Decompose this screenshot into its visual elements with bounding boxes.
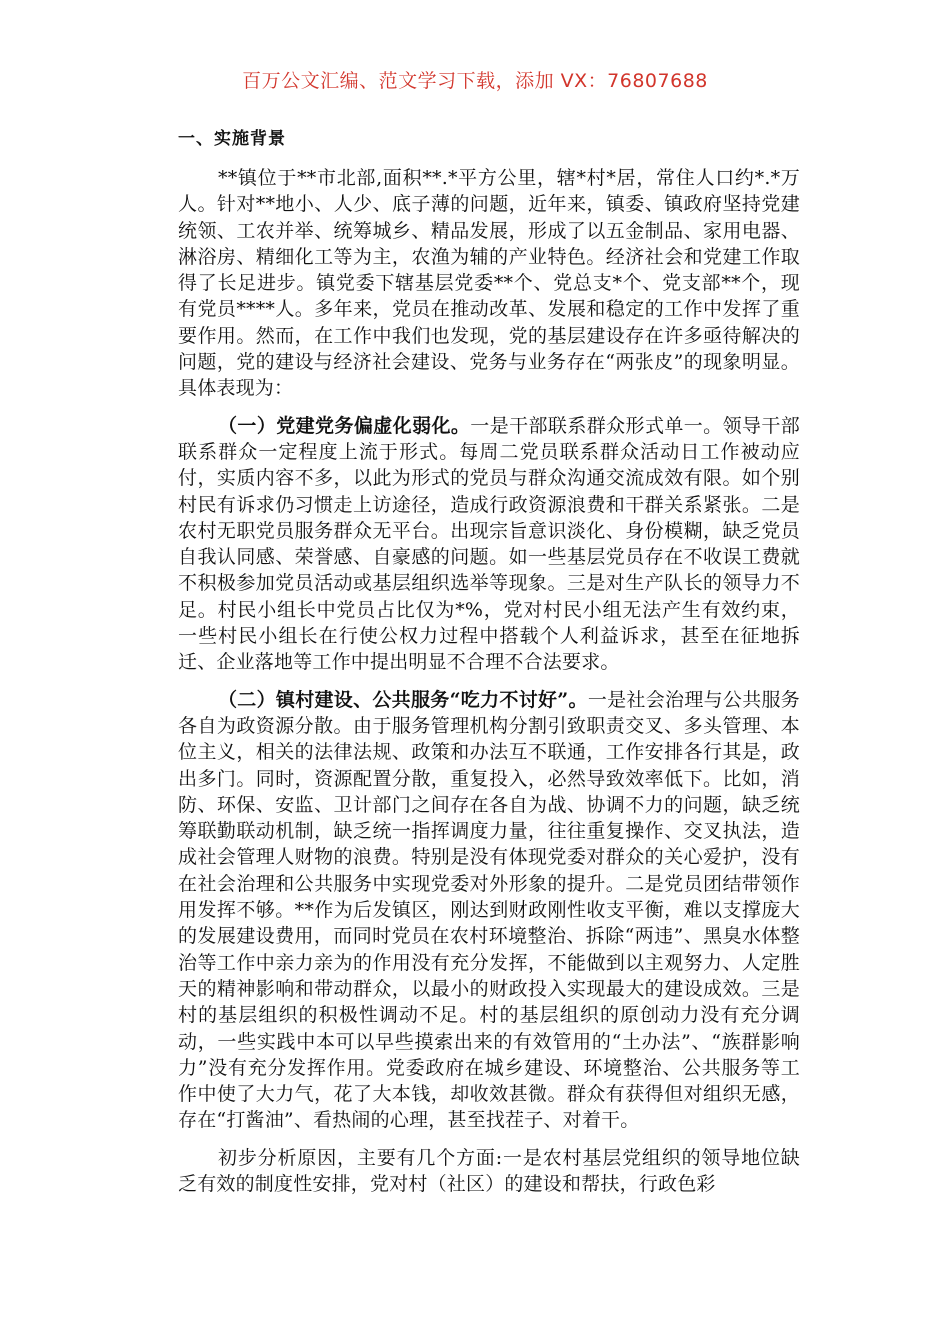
paragraph-heading: （二）镇村建设、公共服务“吃力不讨好”。	[218, 688, 588, 711]
paragraph-text: 一是社会治理与公共服务各自为政资源分散。由于服务管理机构分割引致职责交叉、多头管理、本位主义，相关的法律法规、政策和办法互不联通，工作安排各行其是，政出多门。同时，资源配置分散，重复投入，必然导致效率低下。比如，消防、环保、安监、卫计部门之间存在各自为战、协调不力的问题，缺乏统筹联勤联动机制，缺乏统一指挥调度力量，往往重复操作、交叉执法，造成社会管理人财物的浪费。特别是没有体现党委对群众的关心爱护，没有在社会治理和公共服务中实现党委对外形象的提升。二是党员团结带领作用发挥不够。**作为后发镇区，刚达到财政刚性收支平衡，难以支撑庞大的发展建设费用，而同时党员在农村环境整治、拆除“两违”、黑臭水体整治等工作中亲力亲为的作用没有充分发挥，不能做到以主观努力、人定胜天的精神影响和带动群众，以最小的财政投入实现最大的建设成效。三是村的基层组织的积极性调动不足。村的基层组织的原创动力没有充分调动，一些实践中本可以早些摸索出来的有效管用的“土办法”、“族群影响力”没有充分发挥作用。党委政府在城乡建设、环境整治、公共服务等工作中使了大力气，花了大本钱，却收效甚微。群众有获得但对组织无感，存在“打酱油”、看热闹的心理，甚至找茬子、对着干。	[178, 688, 801, 1132]
document-body	[178, 127, 800, 1208]
paragraph-heading: （一）党建党务偏虚化弱化。	[218, 414, 471, 437]
paragraph-analysis: 初步分析原因，主要有几个方面:一是农村基层党组织的领导地位缺乏有效的制度性安排，党对村（社区）的建设和帮扶，行政色彩	[178, 1146, 800, 1195]
paragraph-background: **镇位于**市北部,面积**.*平方公里，辖*村*居，常住人口约*.*万人。针对**地小、人少、底子薄的问题，近年来，镇委、镇政府坚持党建统领、工农并举、统筹城乡、精品发展，形成了以五金制品、家用电器、淋浴房、精细化工等为主，农渔为辅的产业特色。经济社会和党建工作取得了长足进步。镇党委下辖基层党委**个、党总支*个、党支部**个，现有党员****人。多年来，党员在推动改革、发展和稳定的工作中发挥了重要作用。然而，在工作中我们也发现，党的基层建设存在许多亟待解决的问题，党的建设与经济社会建设、党务与业务存在“两张皮”的现象明显。具体表现为：	[178, 167, 800, 400]
section-title: 一、实施背景	[178, 129, 286, 149]
paragraph-issue-one	[178, 413, 800, 676]
paragraph-issue-two	[178, 687, 800, 1134]
download-banner: 百万公文汇编、范文学习下载，添加 VX：76807688	[242, 70, 708, 92]
paragraph-text: 一是干部联系群众形式单一。领导干部联系群众一定程度上流于形式。每周二党员联系群众活动日工作被动应付，实质内容不多，以此为形式的党员与群众沟通交流成效有限。如个别村民有诉求仍习惯走上访途径，造成行政资源浪费和干群关系紧张。二是农村无职党员服务群众无平台。出现宗旨意识淡化、身份模糊，缺乏党员自我认同感、荣誉感、自豪感的问题。如一些基层党员存在不收误工费就不积极参加党员活动或基层组织选举等现象。三是对生产队长的领导力不足。村民小组长中党员占比仅为*%，党对村民小组无法产生有效约束，一些村民小组长在行使公权力过程中搭载个人利益诉求，甚至在征地拆迁、企业落地等工作中提出明显不合理不合法要求。	[178, 414, 800, 674]
